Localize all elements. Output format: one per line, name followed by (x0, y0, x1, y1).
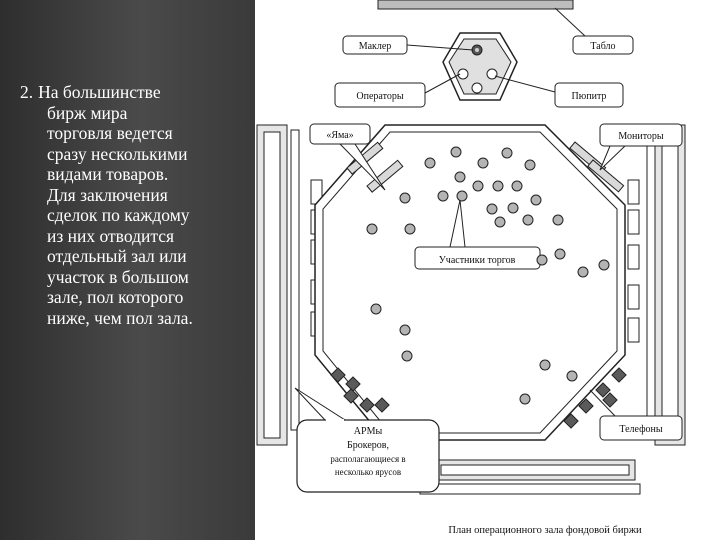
label-arm-line1: АРМы (353, 426, 383, 437)
participant-dot (455, 172, 465, 182)
label-pit: «Яма» (326, 130, 354, 141)
participant-dot (402, 351, 412, 361)
booth-right (628, 245, 639, 269)
paragraph-line: отдельный зал или (47, 246, 187, 266)
participant-dot (400, 325, 410, 335)
participant-dot (493, 181, 503, 191)
right-rail (647, 130, 655, 430)
paragraph-line: из них отводится (47, 225, 175, 246)
paragraph-line: зале, пол которого (47, 287, 184, 307)
paragraph-line: сделок по каждому (47, 205, 190, 225)
floor-plan-svg (255, 0, 720, 540)
participant-dot (367, 224, 377, 234)
participant-dot (520, 394, 530, 404)
participant-dot (371, 304, 381, 314)
participant-dot (487, 204, 497, 214)
paragraph-line: ниже, чем пол зала. (47, 307, 193, 328)
participant-dot (508, 203, 518, 213)
participant-dot (438, 191, 448, 201)
label-arm-line2: Брокеров, (346, 440, 390, 451)
booth-right (628, 210, 639, 234)
bottom-inner-wall (441, 465, 629, 475)
paragraph-line: видами товаров. (47, 164, 169, 184)
operator-seat (472, 83, 482, 93)
label-broker: Маклер (358, 41, 392, 52)
scoreboard-bar (378, 0, 573, 9)
booth-right (628, 180, 639, 204)
diagram-caption: План операционного зала фондовой биржи (448, 525, 642, 536)
paragraph-line: торговля ведется (47, 123, 173, 143)
leader-line (555, 8, 585, 36)
left-rail (291, 130, 299, 430)
participant-dot (405, 224, 415, 234)
participant-dot (478, 158, 488, 168)
participant-dot (457, 191, 467, 201)
slide-paragraph (20, 82, 250, 328)
pit-octagon (315, 125, 625, 440)
participant-dot (523, 215, 533, 225)
label-participants: Участники торгов (438, 255, 516, 266)
paragraph-line: участок в большом (47, 266, 189, 287)
callout-pointer (600, 146, 625, 170)
participant-dot (578, 267, 588, 277)
participant-dot (495, 217, 505, 227)
participant-dot (540, 360, 550, 370)
participant-dot (567, 371, 577, 381)
participant-dot (555, 249, 565, 259)
participant-dot (502, 148, 512, 158)
label-desk: Пюпитр (571, 91, 607, 102)
label-arm-line3: располагающиеся в (330, 454, 406, 464)
participant-dot (537, 255, 547, 265)
left-inner-wall (264, 132, 280, 438)
participant-dot (451, 147, 461, 157)
participant-dot (553, 215, 563, 225)
callout-pointer (295, 388, 345, 420)
participant-dot (425, 158, 435, 168)
paragraph-line: бирж мира (47, 102, 128, 123)
workstation-diamond (612, 368, 626, 382)
label-phones: Телефоны (619, 424, 663, 435)
participant-dot (531, 195, 541, 205)
booth-right (628, 318, 639, 342)
paragraph-number: 2. (20, 82, 34, 102)
paragraph-line: На большинстве (38, 82, 161, 102)
operator-seat (487, 69, 497, 79)
label-operators: Операторы (356, 91, 404, 102)
participant-dot (473, 181, 483, 191)
paragraph-line: сразу несколькими (47, 143, 188, 164)
label-monitors: Мониторы (618, 131, 664, 142)
participant-dot (400, 193, 410, 203)
booth-right (628, 285, 639, 309)
right-inner-wall (662, 132, 678, 438)
participant-dot (512, 181, 522, 191)
label-board: Табло (590, 41, 616, 52)
participant-dot (525, 160, 535, 170)
paragraph-line: Для заключения (47, 184, 168, 205)
participant-dot (599, 260, 609, 270)
broker-seat-center (475, 48, 479, 52)
label-arm-line4: несколько ярусов (334, 467, 402, 477)
trading-floor-diagram (255, 0, 720, 540)
bottom-rail (420, 484, 640, 494)
